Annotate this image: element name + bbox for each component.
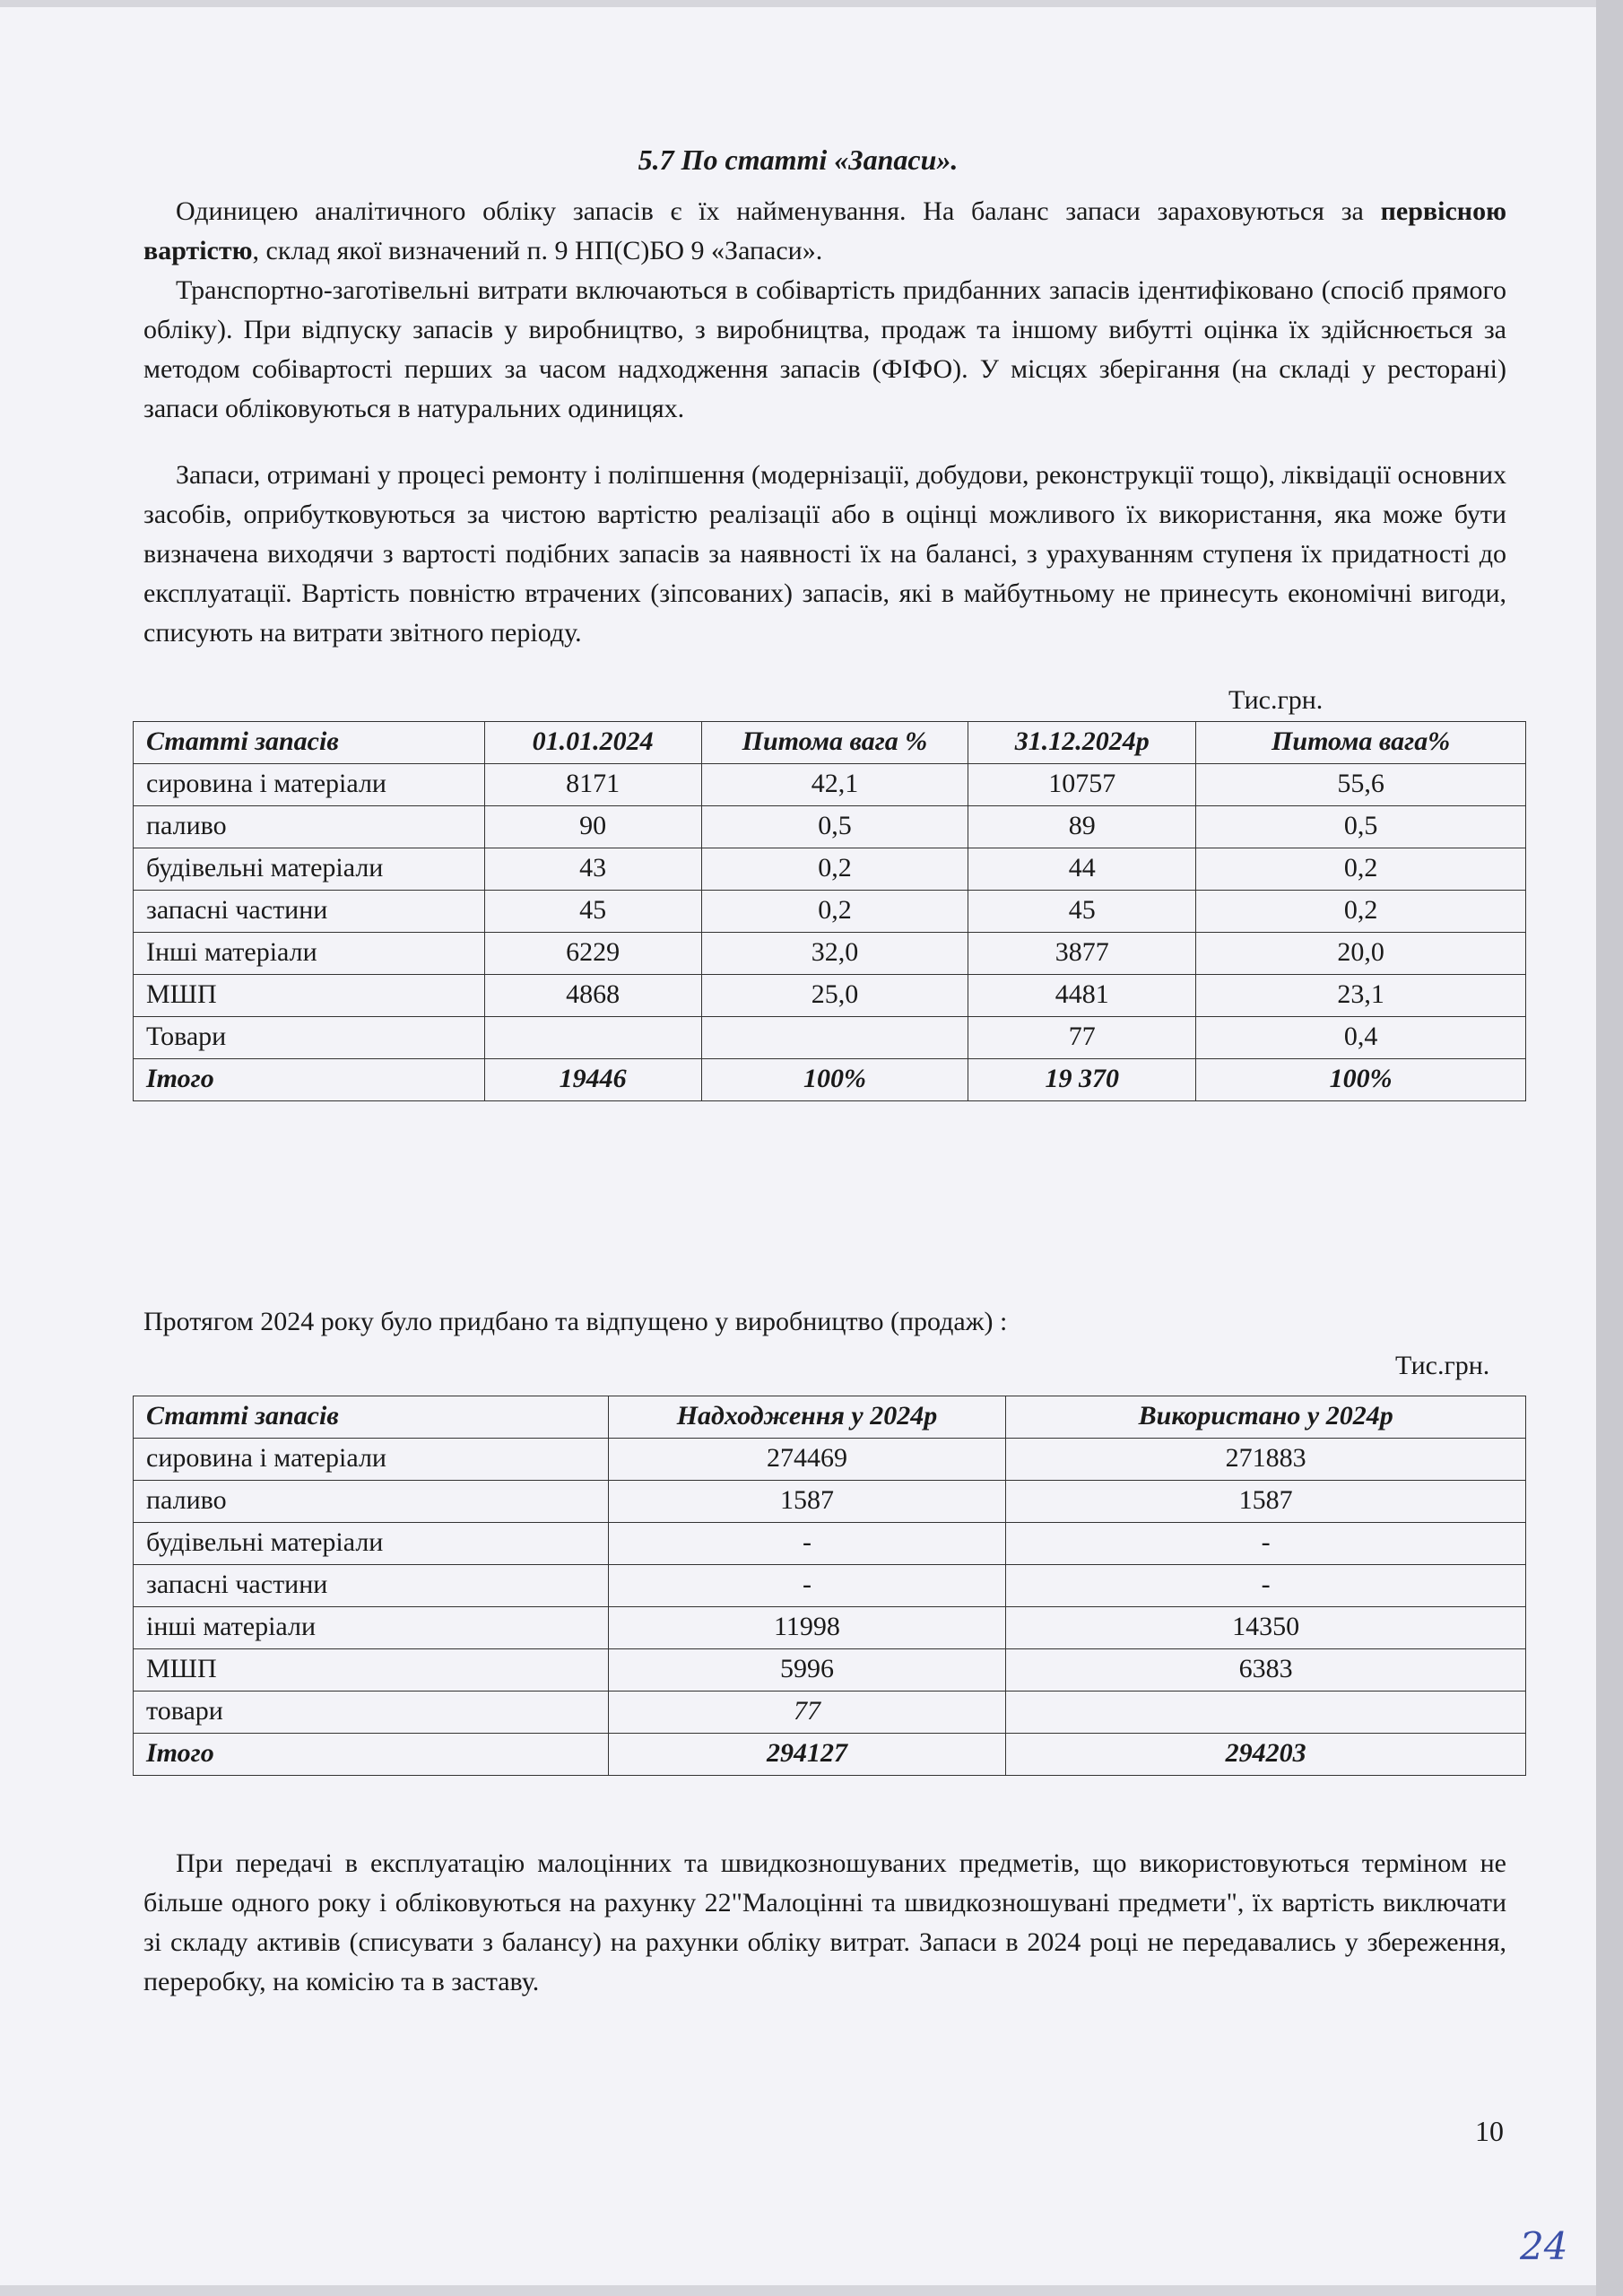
- table1-header-date1: 01.01.2024: [484, 722, 701, 764]
- share-start: 0,2: [701, 891, 968, 933]
- receipts-value: 11998: [608, 1607, 1006, 1649]
- value-start: 43: [484, 848, 701, 891]
- receipts-value: 1587: [608, 1481, 1006, 1523]
- receipts-value: 274469: [608, 1439, 1006, 1481]
- value-end: 4481: [968, 975, 1196, 1017]
- table-row: [134, 1607, 1526, 1649]
- value-start: 8171: [484, 764, 701, 806]
- table-row: [134, 1481, 1526, 1523]
- paragraph-4: [143, 1844, 1506, 2002]
- total-label: Ітого: [134, 1734, 609, 1776]
- share-start: 42,1: [701, 764, 968, 806]
- used-value: [1006, 1692, 1526, 1734]
- used-value: 1587: [1006, 1481, 1526, 1523]
- table-row: [134, 1017, 1526, 1059]
- table2-header-row: [134, 1396, 1526, 1439]
- row-label: Товари: [134, 1017, 485, 1059]
- value-end: 77: [968, 1017, 1196, 1059]
- table-row: [134, 848, 1526, 891]
- paragraph-1-text: Одиницею аналітичного обліку запасів є їх найменування. На баланс запаси зараховуються за: [176, 196, 1381, 226]
- table1-header-item: Статті запасів: [134, 722, 485, 764]
- row-label: запасні частини: [134, 1565, 609, 1607]
- paragraph-3: [143, 456, 1506, 653]
- value-start: 45: [484, 891, 701, 933]
- row-label: паливо: [134, 806, 485, 848]
- row-label: МШП: [134, 1649, 609, 1692]
- value-start: 4868: [484, 975, 701, 1017]
- share-end: 0,5: [1196, 806, 1526, 848]
- total-share-end: 100%: [1196, 1059, 1526, 1101]
- table-row: [134, 764, 1526, 806]
- paragraph-1-bold: первісною вартістю: [143, 196, 1506, 265]
- row-label: запасні частини: [134, 891, 485, 933]
- table-row: [134, 1565, 1526, 1607]
- table-row: [134, 1692, 1526, 1734]
- page-number: 10: [1475, 2115, 1504, 2147]
- receipts-value: -: [608, 1523, 1006, 1565]
- share-end: 20,0: [1196, 933, 1526, 975]
- total-share-start: 100%: [701, 1059, 968, 1101]
- share-end: 0,2: [1196, 848, 1526, 891]
- table2-intro: [143, 1302, 1506, 1342]
- value-start: 6229: [484, 933, 701, 975]
- value-end: 44: [968, 848, 1196, 891]
- table2-header-item: Статті запасів: [134, 1396, 609, 1439]
- inventory-balance-table: [133, 721, 1526, 1101]
- table1-unit: Тис.грн.: [1228, 685, 1324, 715]
- share-start: [701, 1017, 968, 1059]
- receipts-value: 5996: [608, 1649, 1006, 1692]
- row-label: паливо: [134, 1481, 609, 1523]
- table1-total-row: [134, 1059, 1526, 1101]
- table-row: [134, 806, 1526, 848]
- share-start: 32,0: [701, 933, 968, 975]
- table-row: [134, 1439, 1526, 1481]
- value-start: 90: [484, 806, 701, 848]
- used-value: 6383: [1006, 1649, 1526, 1692]
- scan-edge: [1596, 0, 1623, 2296]
- used-value: -: [1006, 1565, 1526, 1607]
- table1-header-share2: Питома вага%: [1196, 722, 1526, 764]
- paragraph-1-text-end: , склад якої визначений п. 9 НП(С)БО 9 «Запаси».: [252, 236, 823, 265]
- table1-header-date2: 31.12.2024р: [968, 722, 1196, 764]
- table2-header-out: Використано у 2024р: [1006, 1396, 1526, 1439]
- share-end: 23,1: [1196, 975, 1526, 1017]
- paragraph-3-text: Запаси, отримані у процесі ремонту і поліпшення (модернізації, добудови, реконструкції тощо), ліквідації основних засобів, оприбутковуються за чистою вартістю реалізації або в оцінці можливого їх використання, яка може бути визначена виходячи з вартості подібних запасів за наявності їх на балансі, з урахуванням ступеня їх придатності до експлуатації. Вартість повністю втрачених (зіпсованих) запасів, які в майбутньому не принесуть економічні вигоди, списують на витрати звітного періоду.: [143, 460, 1506, 648]
- share-end: 0,2: [1196, 891, 1526, 933]
- total-used: 294203: [1006, 1734, 1526, 1776]
- receipts-value: -: [608, 1565, 1006, 1607]
- value-start: [484, 1017, 701, 1059]
- table2-header-in: Надходження у 2024р: [608, 1396, 1006, 1439]
- paragraph-4-text: При передачі в експлуатацію малоцінних та швидкозношуваних предметів, що використовуються терміном не більше одного року і обліковуються на рахунку 22"Малоцінні та швидкозношувані предмети", їх вартість виключати зі складу активів (списувати з балансу) на рахунки обліку витрат. Запаси в 2024 році не передавались у збереження, переробку, на комісію та в заставу.: [143, 1848, 1506, 1996]
- share-start: 0,5: [701, 806, 968, 848]
- table2-unit: Тис.грн.: [1395, 1351, 1490, 1380]
- table1-header-row: [134, 722, 1526, 764]
- row-label: будівельні матеріали: [134, 1523, 609, 1565]
- row-label: МШП: [134, 975, 485, 1017]
- share-end: 55,6: [1196, 764, 1526, 806]
- row-label: сировина і матеріали: [134, 1439, 609, 1481]
- table-row: [134, 933, 1526, 975]
- paragraph-1: [143, 192, 1506, 271]
- table2-total-row: [134, 1734, 1526, 1776]
- total-label: Ітого: [134, 1059, 485, 1101]
- value-end: 89: [968, 806, 1196, 848]
- row-label: сировина і матеріали: [134, 764, 485, 806]
- table2-intro-text: Протягом 2024 року було придбано та відпущено у виробництво (продаж) :: [143, 1307, 1008, 1336]
- share-start: 25,0: [701, 975, 968, 1017]
- table-row: [134, 891, 1526, 933]
- inventory-movement-table: [133, 1396, 1526, 1776]
- table-row: [134, 1523, 1526, 1565]
- table-row: [134, 1649, 1526, 1692]
- row-label: будівельні матеріали: [134, 848, 485, 891]
- row-label: Інші матеріали: [134, 933, 485, 975]
- used-value: 271883: [1006, 1439, 1526, 1481]
- paragraph-2: [143, 271, 1506, 429]
- value-end: 10757: [968, 764, 1196, 806]
- paragraph-2-text: Транспортно-заготівельні витрати включаються в собівартість придбанних запасів ідентифіковано (спосіб прямого обліку). При відпуску запасів у виробництво, з виробництва, продаж та іншому вибутті оцінка їх здійснюється за методом собівартості перших за часом надходження запасів (ФІФО). У місцях зберігання (на складі у ресторані) запаси обліковуються в натуральних одиницях.: [143, 275, 1506, 423]
- used-value: 14350: [1006, 1607, 1526, 1649]
- total-value-end: 19 370: [968, 1059, 1196, 1101]
- share-end: 0,4: [1196, 1017, 1526, 1059]
- receipts-value: 77: [608, 1692, 1006, 1734]
- document-page: [0, 7, 1596, 2285]
- row-label: інші матеріали: [134, 1607, 609, 1649]
- value-end: 3877: [968, 933, 1196, 975]
- used-value: -: [1006, 1523, 1526, 1565]
- value-end: 45: [968, 891, 1196, 933]
- table-row: [134, 975, 1526, 1017]
- handwritten-sheet-number: 24: [1520, 2224, 1568, 2268]
- share-start: 0,2: [701, 848, 968, 891]
- total-receipts: 294127: [608, 1734, 1006, 1776]
- section-title: 5.7 По статті «Запаси».: [638, 144, 959, 176]
- row-label: товари: [134, 1692, 609, 1734]
- table1-header-share1: Питома вага %: [701, 722, 968, 764]
- total-value-start: 19446: [484, 1059, 701, 1101]
